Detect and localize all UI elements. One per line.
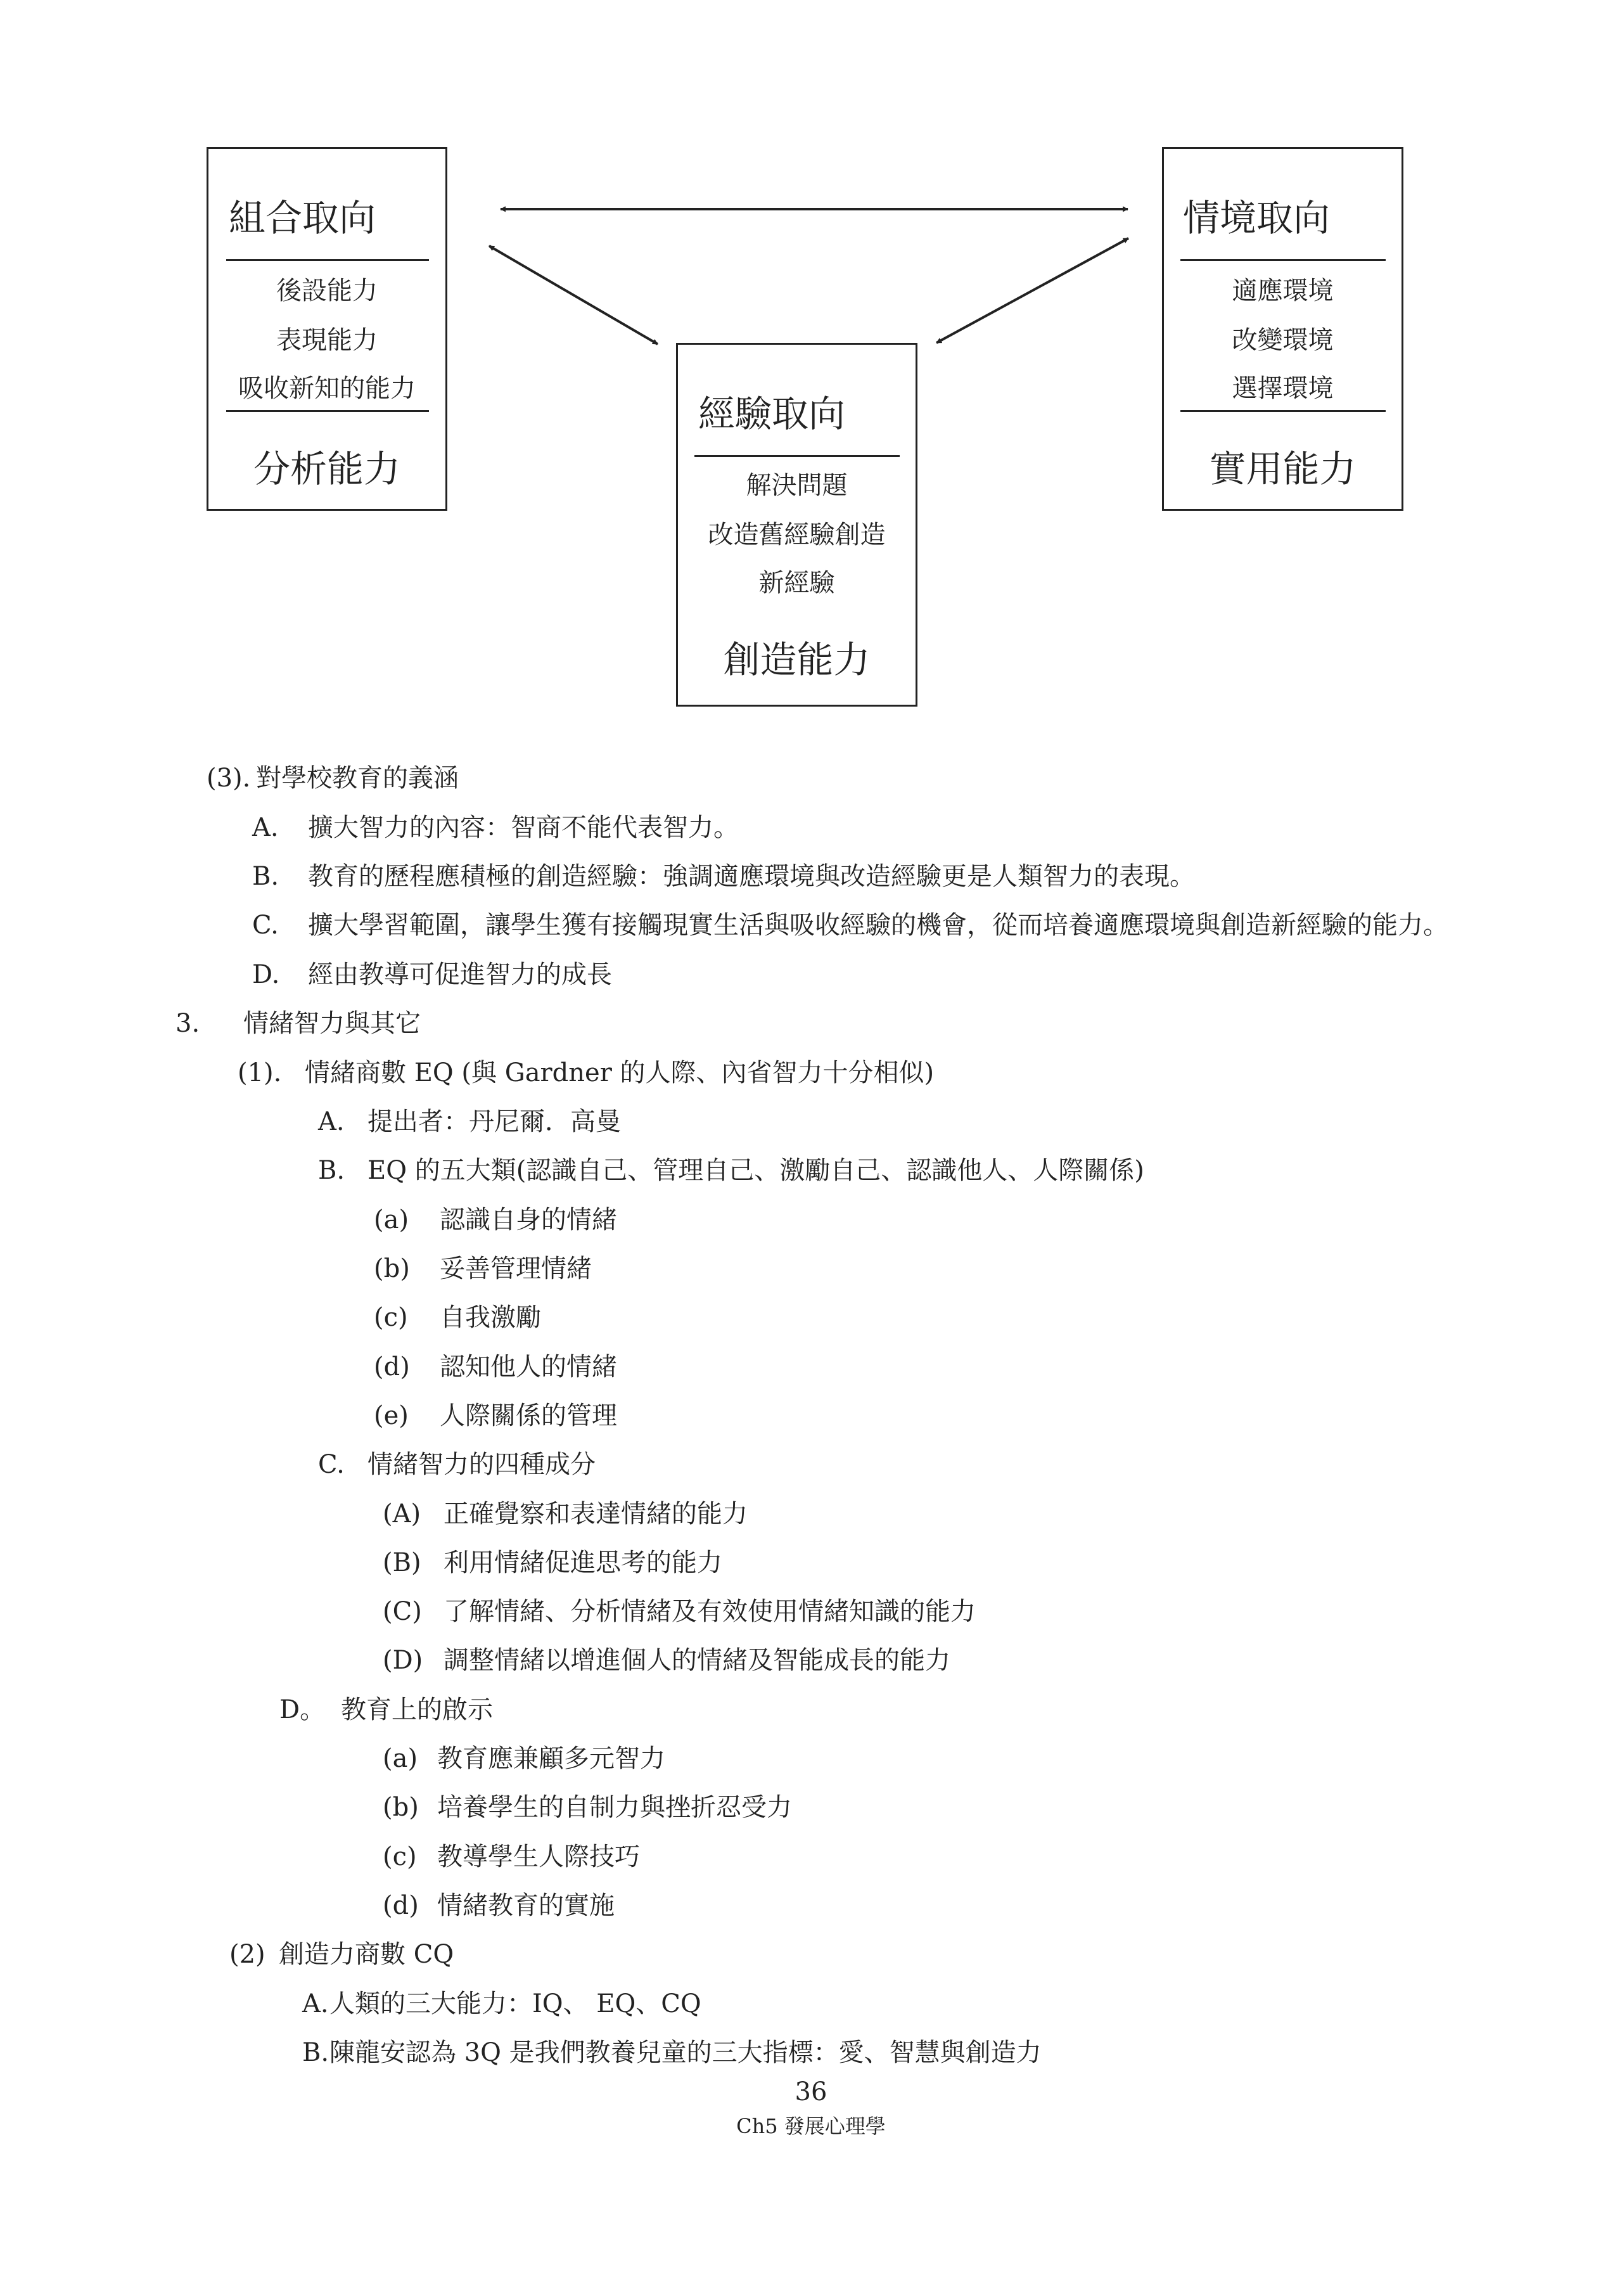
outline-text: 擴大學習範圍，讓學生獲有接觸現實生活與吸收經驗的機會，從而培養適應環境與創造新經驗的能力。 (308, 911, 1448, 940)
outline-text: 教育的歷程應積極的創造經驗：強調適應環境與改造經驗更是人類智力的表現。 (308, 862, 1195, 891)
outline-text: 提出者：丹尼爾．高曼 (367, 1107, 621, 1136)
outline-text: 培養學生的自制力與挫折忍受力 (437, 1793, 792, 1822)
arrow-left-center (489, 246, 658, 344)
outline-marker: (c) (374, 1303, 408, 1332)
outline-marker: C. (318, 1450, 345, 1479)
box-experiential-ability: 創造能力 (723, 638, 871, 681)
outline-marker: (c) (383, 1842, 417, 1871)
outline-marker: A. (302, 1989, 329, 2018)
chapter-label: Ch5 發展心理學 (736, 2114, 886, 2138)
outline-text: 教育應兼顧多元智力 (437, 1744, 665, 1773)
outline-marker: (e) (374, 1401, 409, 1430)
outline-marker: D. (252, 960, 280, 989)
outline-marker: A. (318, 1107, 345, 1136)
outline-marker: (a) (374, 1205, 409, 1235)
arrow-right-center (936, 238, 1128, 343)
outline-text: 自我激勵 (440, 1303, 541, 1332)
outline-marker: (A) (383, 1499, 421, 1529)
outline-text: 人際關係的管理 (440, 1401, 617, 1430)
box-contextual-item-2: 改變環境 (1232, 326, 1334, 355)
outline-text: 認識自身的情緒 (440, 1205, 617, 1235)
outline-marker: (C) (383, 1597, 422, 1626)
box-experiential-item-2: 改造舊經驗創造 (708, 520, 886, 549)
outline-marker: (2) (229, 1940, 265, 1969)
box-contextual-ability: 實用能力 (1209, 447, 1357, 491)
outline-text: 情緒商數 EQ (與 Gardner 的人際、內省智力十分相似) (305, 1058, 935, 1087)
outline-text: 人類的三大能力：IQ、 EQ、CQ (329, 1989, 701, 2018)
outline-text: EQ 的五大類(認識自己、管理自己、激勵自己、認識他人、人際關係) (367, 1156, 1144, 1185)
outline-text: 正確覺察和表達情緒的能力 (444, 1499, 748, 1529)
box-contextual-item-1: 適應環境 (1232, 276, 1334, 305)
outline-text: 陳龍安認為 3Q 是我們教養兒童的三大指標：愛、智慧與創造力 (329, 2038, 1042, 2067)
outline-marker: (a) (383, 1744, 418, 1773)
outline-text: 教導學生人際技巧 (437, 1842, 640, 1871)
outline-marker: B. (318, 1156, 345, 1185)
outline-marker: (b) (383, 1793, 419, 1822)
box-combinational-item-3: 吸收新知的能力 (238, 374, 416, 403)
outline-marker: B. (252, 862, 279, 891)
outline-text: 創造力商數 CQ (279, 1940, 454, 1969)
box-combinational-item-2: 表現能力 (276, 326, 378, 355)
box-experiential-item-3: 新經驗 (758, 568, 835, 598)
box-contextual-item-3: 選擇環境 (1232, 374, 1334, 403)
outline-marker: D。 (279, 1695, 326, 1724)
outline-marker: A. (252, 813, 279, 842)
outline-text: 經由教導可促進智力的成長 (308, 960, 612, 989)
box-combinational-item-1: 後設能力 (276, 276, 378, 305)
outline-text: 妥善管理情緒 (440, 1254, 592, 1283)
outline-marker: B. (302, 2038, 329, 2067)
box-contextual-title: 情境取向 (1183, 196, 1331, 240)
outline-text: 教育上的啟示 (341, 1695, 493, 1724)
diagram-arrows (0, 0, 1622, 760)
outline-text: 利用情緒促進思考的能力 (444, 1548, 722, 1577)
outline-text: 對學校教育的義涵 (256, 764, 459, 793)
outline-marker: (D) (383, 1646, 423, 1675)
outline-text: 了解情緒、分析情緒及有效使用情緒知識的能力 (444, 1597, 976, 1626)
outline-text: 情緒教育的實施 (437, 1891, 615, 1920)
outline-marker: (d) (374, 1352, 410, 1382)
box-experiential-title: 經驗取向 (698, 392, 846, 435)
box-combinational-ability: 分析能力 (253, 447, 400, 491)
outline-marker: (1). (238, 1058, 282, 1087)
outline-marker: C. (252, 911, 279, 940)
outline-text: 情緒智力與其它 (243, 1009, 421, 1038)
outline-marker: (b) (374, 1254, 410, 1283)
outline-marker: (d) (383, 1891, 419, 1920)
page-number: 36 (795, 2077, 827, 2107)
box-combinational-title: 組合取向 (229, 196, 376, 240)
outline-text: 認知他人的情緒 (440, 1352, 617, 1382)
outline-marker: (3). (207, 764, 251, 793)
outline-text: 擴大智力的內容：智商不能代表智力。 (308, 813, 739, 842)
box-experiential-item-1: 解決問題 (746, 471, 848, 500)
outline-marker: 3. (176, 1009, 200, 1038)
outline-text: 調整情緒以增進個人的情緒及智能成長的能力 (444, 1646, 950, 1675)
outline-text: 情緒智力的四種成分 (367, 1450, 596, 1479)
outline-marker: (B) (383, 1548, 421, 1577)
